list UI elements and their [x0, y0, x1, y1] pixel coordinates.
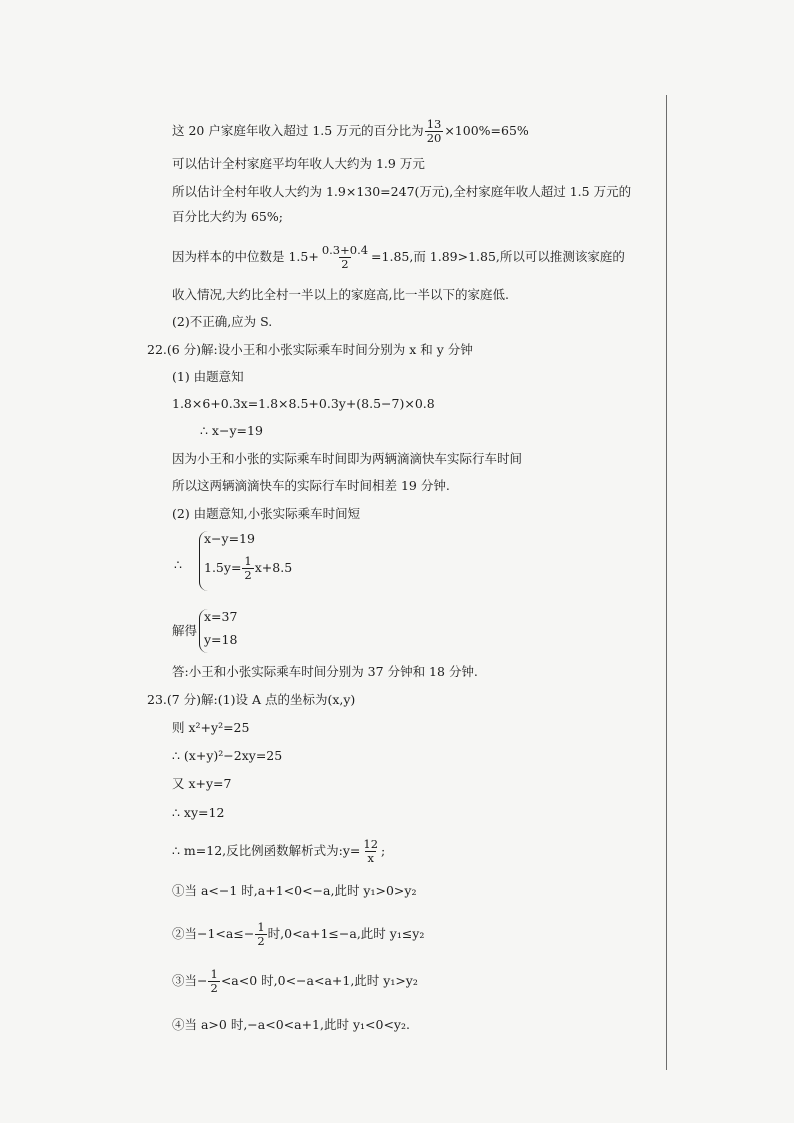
q23-eq4: ∴ xy=12 [172, 805, 225, 820]
q22-heading: 22.(6 分)解:设小王和小张实际乘车时间分别为 x 和 y 分钟 [147, 342, 473, 357]
line-average: 可以估计全村家庭平均年收人大约为 1.9 万元 [172, 156, 425, 171]
fraction: $\frac{1}{2}$ [257, 920, 265, 948]
q22-part1: (1) 由题意知 [172, 369, 244, 384]
therefore-symbol: ∴ [174, 557, 182, 572]
q22-statement2: 所以这两辆滴滴快车的实际行车时间相差 19 分钟. [172, 478, 450, 493]
fraction: $\frac{13}{20}$ [426, 117, 442, 145]
fraction: $\frac{0.3+0.4}{2}$ [321, 243, 369, 271]
q23-eq2: ∴ (x+y)²−2xy=25 [172, 748, 283, 763]
solve-label: 解得 [172, 623, 198, 638]
margin-rule [666, 95, 667, 1070]
q22-equation: 1.8×6+0.3x=1.8×8.5+0.3y+(8.5−7)×0.8 [172, 396, 435, 411]
fraction: $\frac{1}{2}$ [244, 554, 252, 582]
q23-heading: 23.(7 分)解:(1)设 A 点的坐标为(x,y) [147, 692, 356, 707]
q23-function: ∴ m=12,反比例函数解析式为:y= $\frac{12}{x}$ ; [172, 837, 386, 865]
q23-eq1: 则 x²+y²=25 [172, 720, 250, 735]
q23-eq3: 又 x+y=7 [172, 776, 232, 791]
q22-statement1: 因为小王和小张的实际乘车时间即为两辆滴滴快车实际行车时间 [172, 451, 523, 466]
line-percent: 百分比大约为 65%; [172, 209, 283, 224]
solution-system: x=37 y=18 [199, 609, 237, 653]
case-4: ④当 a>0 时,−a<0<a+1,此时 y₁<0<y₂. [172, 1017, 410, 1032]
line-percentage: 这 20 户家庭年收入超过 1.5 万元的百分比为 $\frac{13}{20}$ ×100%=65% [172, 117, 529, 145]
q22-answer: 答:小王和小张实际乘车时间分别为 37 分钟和 18 分钟. [172, 664, 478, 679]
line-income-conclusion: 收入情况,大约比全村一半以上的家庭高,比一半以下的家庭低. [172, 287, 509, 302]
line-median: 因为样本的中位数是 1.5+ $\frac{0.3+0.4}{2}$ =1.85,而 1.89>1.85,所以可以推测该家庭的 [172, 243, 625, 271]
fraction: $\frac{12}{x}$ [363, 837, 379, 865]
case-3: ③当− $\frac{1}{2}$ <a<0 时,0<−a<a+1,此时 y₁>y₂ [172, 967, 418, 995]
equation-system: x−y=19 1.5y= $\frac{1}{2}$ x+8.5 [199, 531, 292, 591]
case-2: ②当−1<a≤− $\frac{1}{2}$ 时,0<a+1≤−a,此时 y₁≤y₂ [172, 920, 425, 948]
case-1: ①当 a<−1 时,a+1<0<−a,此时 y₁>0>y₂ [172, 883, 417, 898]
line-total: 所以估计全村年收人大约为 1.9×130=247(万元),全村家庭年收人超过 1.5 万元的 [172, 184, 632, 199]
q22-part2: (2) 由题意知,小张实际乘车时间短 [172, 506, 361, 521]
q22-result: ∴ x−y=19 [200, 423, 263, 438]
fraction: $\frac{1}{2}$ [210, 967, 218, 995]
line-part2: (2)不正确,应为 S. [172, 314, 273, 329]
